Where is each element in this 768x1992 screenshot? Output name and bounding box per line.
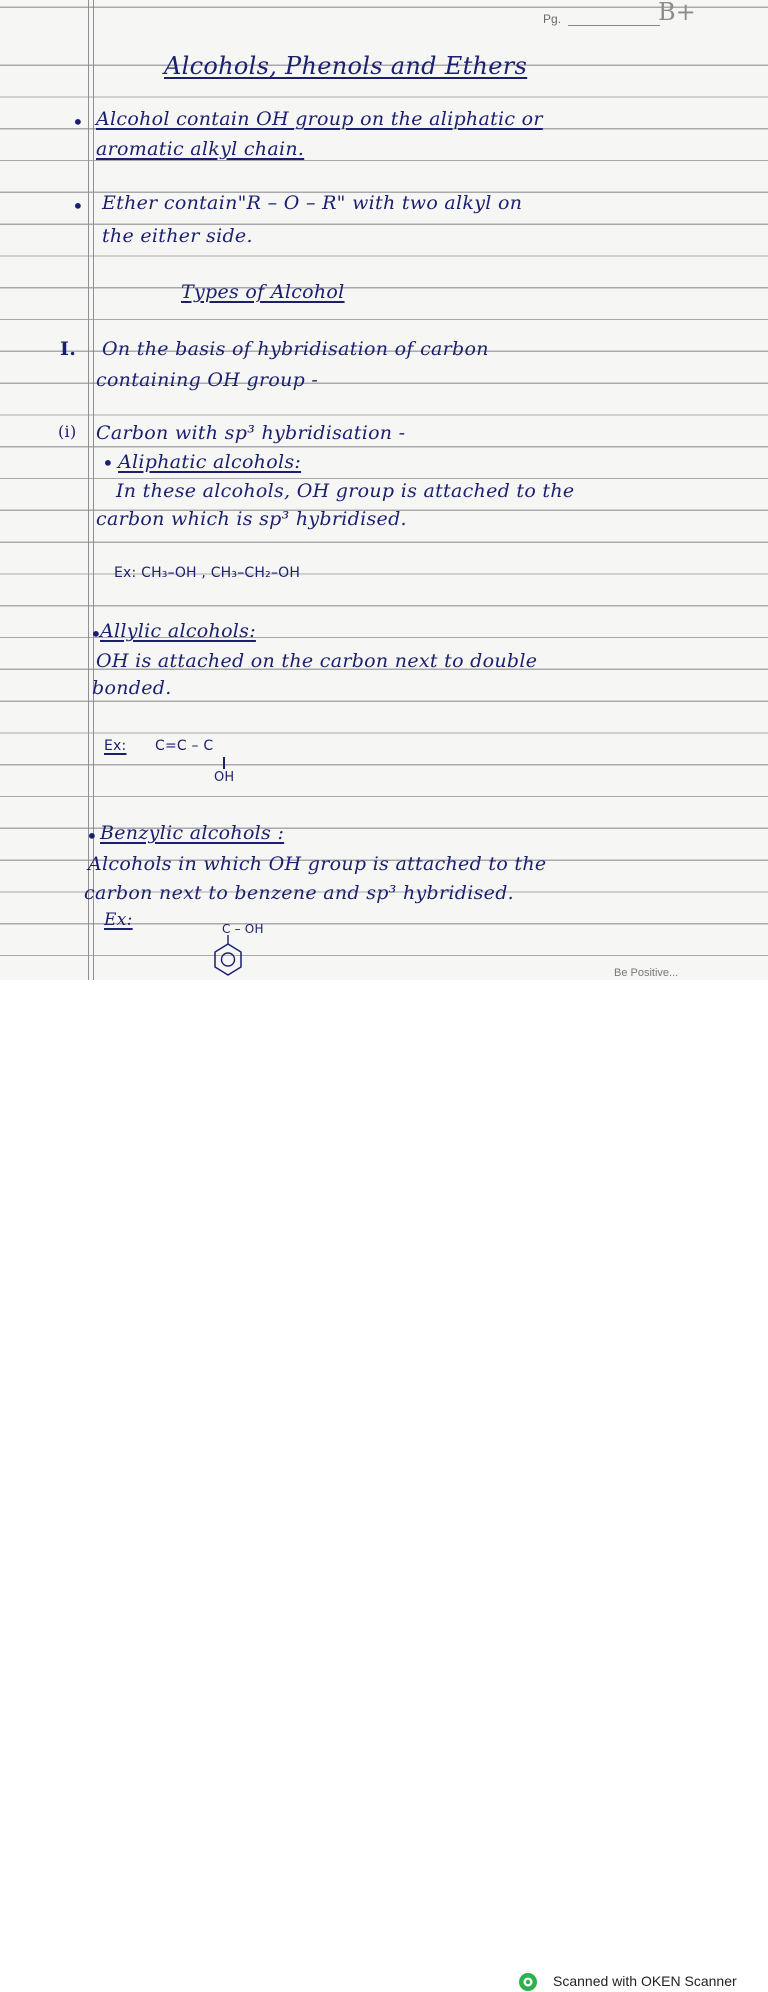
aliphatic-heading: Aliphatic alcohols: (118, 451, 302, 473)
notebook-footer-mark: Be Positive... (614, 967, 679, 979)
scanner-footer (0, 980, 768, 1989)
allylic-example-label: Ex: (104, 738, 127, 754)
bullet-1-line-1: Alcohol contain OH group on the aliphatic or (96, 108, 543, 130)
scanner-watermark-text: Scanned with OKEN Scanner (553, 1973, 737, 1989)
types-heading: Types of Alcohol (181, 281, 345, 303)
scanner-logo-icon (518, 1972, 538, 1992)
allylic-example-chain: C=C – C (155, 738, 214, 754)
benzylic-heading: Benzylic alcohols : (100, 822, 285, 844)
allylic-line-1: OH is attached on the carbon next to double (96, 650, 538, 672)
bullet-dot: • (102, 451, 114, 475)
section-one-line-1: On the basis of hybridisation of carbon (102, 338, 489, 360)
sub-marker: (i) (58, 422, 77, 441)
bullet-2-line-1: Ether contain"R – O – R" with two alkyl on (102, 192, 523, 214)
page-number-label: Pg. (543, 12, 562, 26)
benzylic-line-1: Alcohols in which OH group is attached to the (88, 853, 547, 875)
page-title: Alcohols, Phenols and Ethers (164, 52, 528, 80)
bullet-dot: • (72, 110, 84, 134)
section-numeral: I. (60, 338, 77, 360)
allylic-example-group: OH (214, 770, 235, 785)
notebook-page (0, 0, 768, 980)
bullet-dot: • (86, 824, 98, 848)
aliphatic-line-1: In these alcohols, OH group is attached to the (116, 480, 575, 502)
allylic-bond (223, 757, 225, 769)
bullet-dot: • (72, 194, 84, 218)
sub-heading: Carbon with sp³ hybridisation - (96, 422, 406, 444)
benzene-ring-icon (204, 934, 248, 978)
aliphatic-line-2: carbon which is sp³ hybridised. (96, 508, 407, 530)
benzylic-example-structure: C – OH (222, 922, 264, 936)
allylic-heading: Allylic alcohols: (100, 620, 256, 642)
bullet-dot: • (90, 622, 102, 646)
bullet-1-line-2: aromatic alkyl chain. (96, 138, 305, 160)
benzylic-line-2: carbon next to benzene and sp³ hybridised. (84, 882, 514, 904)
benzylic-example-label: Ex: (104, 910, 133, 930)
page-number-line (568, 25, 660, 26)
bullet-2-line-2: the either side. (102, 225, 253, 247)
allylic-line-2: bonded. (92, 677, 172, 699)
section-one-line-2: containing OH group - (96, 369, 319, 391)
grade-mark: B+ (658, 0, 696, 26)
aliphatic-example: Ex: CH₃–OH , CH₃–CH₂–OH (114, 565, 301, 581)
